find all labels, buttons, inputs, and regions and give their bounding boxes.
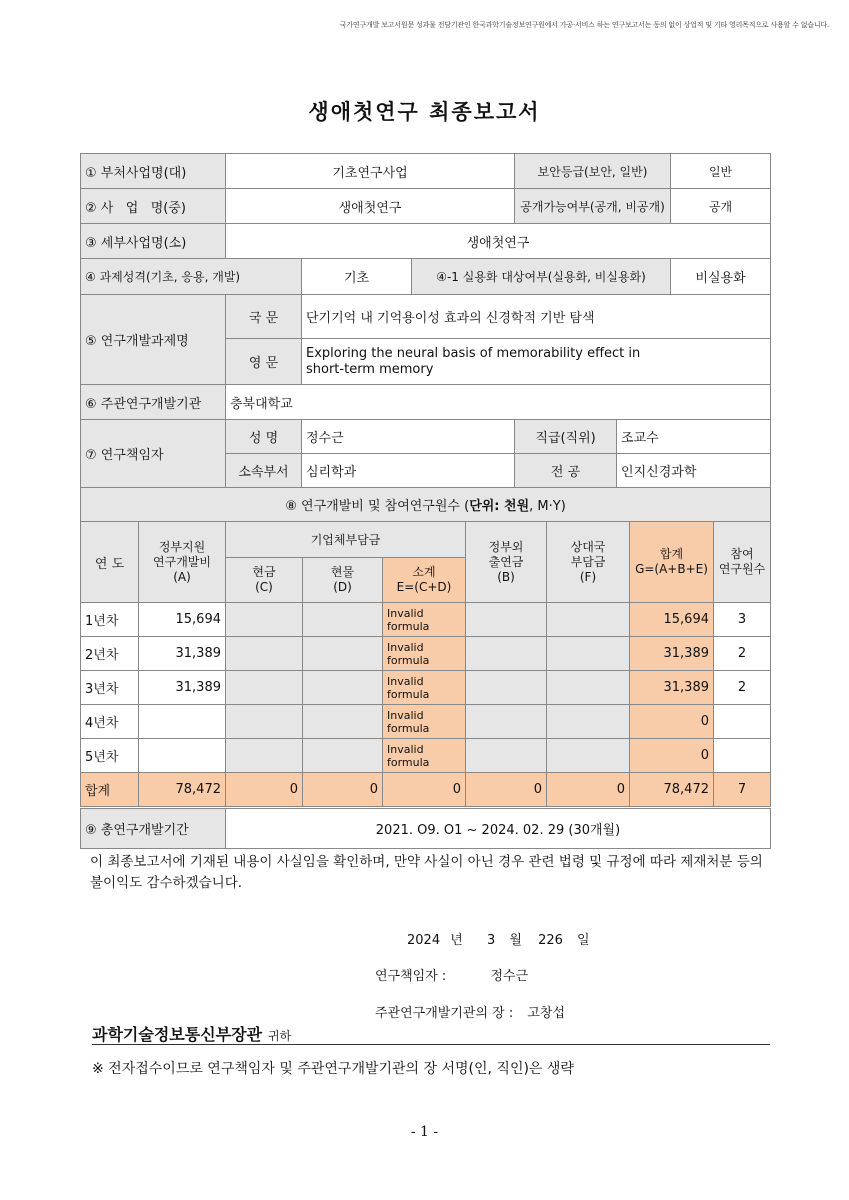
recipient-honorific: 귀하 [268, 1029, 292, 1043]
total-cell: 15,694 [630, 603, 714, 637]
institution-head-name: 고창섭 [527, 1006, 566, 1021]
document-title: 생애첫연구 최종보고서 [308, 100, 541, 124]
budget-section-heading [81, 488, 771, 522]
period-table [80, 808, 771, 849]
disclosure-value: 공개 [671, 189, 771, 224]
project-type-label: ④ 과제성격(기초, 응용, 개발) [81, 259, 302, 295]
korean-title-label: 국 문 [226, 295, 302, 339]
col-gov-funding: 정부지원 연구개발비 (A) [139, 522, 226, 603]
non-gov-cell [466, 705, 547, 739]
cash-cell [226, 671, 303, 705]
project-title-label: ⑤ 연구개발과제명 [81, 295, 226, 385]
sum-total-cell: 78,472 [630, 773, 714, 807]
ministry-program-label: ① 부처사업명(대) [81, 154, 226, 189]
total-cell: 0 [630, 739, 714, 773]
budget-row [81, 671, 771, 705]
pi-label: ⑦ 연구책임자 [81, 420, 226, 488]
researcher-signature [375, 965, 528, 984]
budget-row [81, 603, 771, 637]
in-kind-cell [303, 603, 383, 637]
year-cell: 3년차 [81, 671, 139, 705]
security-level-label: 보안등급(보안, 일반) [515, 154, 671, 189]
non-gov-cell [466, 637, 547, 671]
commercialization-label: ④-1 실용화 대상여부(실용화, 비실용화) [412, 259, 671, 295]
col-in-kind: 현물 (D) [303, 558, 383, 603]
date-month-unit: 월 [509, 933, 522, 948]
sum-year-cell: 합계 [81, 773, 139, 807]
recipient-name: 과학기술정보통신부장관 [92, 1025, 263, 1044]
sum-non-gov-cell: 0 [466, 773, 547, 807]
sum-researchers-cell: 7 [714, 773, 771, 807]
subtotal-cell: Invalid formula [383, 739, 466, 773]
foreign-cell [547, 637, 630, 671]
budget-heading-prefix: ⑧ 연구개발비 및 참여연구원수 ( [285, 499, 470, 514]
english-title-value: Exploring the neural basis of memorability effect in short-term memory [302, 339, 771, 385]
col-corporate-contribution: 기업체부담금 [226, 522, 466, 558]
security-level-value: 일반 [671, 154, 771, 189]
col-total: 합계 G=(A+B+E) [630, 522, 714, 603]
sum-gov-cell: 78,472 [139, 773, 226, 807]
korean-title-value: 단기기억 내 기억용이성 효과의 신경학적 기반 탐색 [302, 295, 771, 339]
year-cell: 4년차 [81, 705, 139, 739]
col-cash: 현금 (C) [226, 558, 303, 603]
pi-department-value: 심리학과 [302, 454, 515, 488]
cash-cell [226, 739, 303, 773]
program-name-label: ② 사 업 명(중) [81, 189, 226, 224]
researcher-name: 정수근 [490, 969, 529, 984]
pi-name-value: 정수근 [302, 420, 515, 454]
pi-department-label: 소속부서 [226, 454, 302, 488]
lead-institution-value: 충북대학교 [226, 385, 771, 420]
budget-unit: 단위: 천원 [469, 499, 530, 514]
non-gov-cell [466, 739, 547, 773]
period-value: 2021. O9. O1 ~ 2024. 02. 29 (30개월) [226, 809, 771, 849]
gov-cell: 31,389 [139, 671, 226, 705]
budget-row [81, 705, 771, 739]
col-foreign-contribution: 상대국 부담금 (F) [547, 522, 630, 603]
sum-foreign-cell: 0 [547, 773, 630, 807]
cash-cell [226, 705, 303, 739]
date-day: 226 [538, 933, 563, 948]
budget-sum-row [81, 773, 771, 807]
recipient-line [92, 1022, 770, 1045]
gov-cell [139, 705, 226, 739]
researchers-cell: 2 [714, 671, 771, 705]
program-name-value: 생애첫연구 [226, 189, 515, 224]
budget-row [81, 739, 771, 773]
signature-date [407, 929, 590, 948]
gov-cell: 15,694 [139, 603, 226, 637]
copyright-notice: 국가연구개발 보고서원문 성과물 전담기관인 한국과학기술정보연구원에서 가공·서비스 하는 연구보고서는 동의 없이 상업적 및 기타 영리목적으로 사용할 수 없습니다. [339, 21, 829, 29]
pi-major-value: 인지신경과학 [617, 454, 771, 488]
confirmation-statement: 이 최종보고서에 기재된 내용이 사실임을 확인하며, 만약 사실이 아닌 경우 관련 법령 및 규정에 따라 제재처분 등의 불이익도 감수하겠습니다. [90, 854, 763, 891]
sub-program-value: 생애첫연구 [226, 224, 771, 259]
date-month: 3 [486, 933, 496, 948]
budget-row [81, 637, 771, 671]
sum-cash-cell: 0 [226, 773, 303, 807]
year-cell: 5년차 [81, 739, 139, 773]
budget-heading-suffix: , M·Y) [529, 499, 566, 514]
researchers-cell [714, 739, 771, 773]
subtotal-cell: Invalid formula [383, 705, 466, 739]
foreign-cell [547, 705, 630, 739]
subtotal-cell: Invalid formula [383, 603, 466, 637]
researchers-cell: 2 [714, 637, 771, 671]
col-year: 연 도 [81, 522, 139, 603]
institution-label: 주관연구개발기관의 장 : [375, 1006, 514, 1021]
sum-subtotal-cell: 0 [383, 773, 466, 807]
date-year: 2024 [407, 933, 441, 948]
lead-institution-label: ⑥ 주관연구개발기관 [81, 385, 226, 420]
pi-position-value: 조교수 [617, 420, 771, 454]
year-cell: 2년차 [81, 637, 139, 671]
institution-signature [375, 1002, 565, 1021]
budget-table [80, 521, 771, 807]
cash-cell [226, 637, 303, 671]
subtotal-cell: Invalid formula [383, 637, 466, 671]
researcher-label: 연구책임자 : [375, 969, 447, 984]
date-year-unit: 년 [450, 933, 463, 948]
total-cell: 0 [630, 705, 714, 739]
date-day-unit: 일 [577, 933, 590, 948]
gov-cell: 31,389 [139, 637, 226, 671]
col-non-gov-funding: 정부외 출연금 (B) [466, 522, 547, 603]
year-cell: 1년차 [81, 603, 139, 637]
ministry-program-value: 기초연구사업 [226, 154, 515, 189]
foreign-cell [547, 671, 630, 705]
foreign-cell [547, 603, 630, 637]
gov-cell [139, 739, 226, 773]
project-type-value: 기초 [302, 259, 412, 295]
foreign-cell [547, 739, 630, 773]
non-gov-cell [466, 603, 547, 637]
col-researchers: 참여 연구원수 [714, 522, 771, 603]
signature-footnote: ※ 전자접수이므로 연구책임자 및 주관연구개발기관의 장 서명(인, 직인)은 생략 [92, 1061, 574, 1077]
total-cell: 31,389 [630, 671, 714, 705]
col-subtotal: 소계 E=(C+D) [383, 558, 466, 603]
in-kind-cell [303, 739, 383, 773]
subtotal-cell: Invalid formula [383, 671, 466, 705]
researchers-cell [714, 705, 771, 739]
project-info-table [80, 153, 771, 522]
researchers-cell: 3 [714, 603, 771, 637]
in-kind-cell [303, 705, 383, 739]
page-number: - 1 - [410, 1124, 439, 1140]
period-label: ⑨ 총연구개발기간 [81, 809, 226, 849]
in-kind-cell [303, 671, 383, 705]
disclosure-label: 공개가능여부(공개, 비공개) [515, 189, 671, 224]
non-gov-cell [466, 671, 547, 705]
sub-program-label: ③ 세부사업명(소) [81, 224, 226, 259]
pi-major-label: 전 공 [515, 454, 617, 488]
cash-cell [226, 603, 303, 637]
sum-in-kind-cell: 0 [303, 773, 383, 807]
english-title-label: 영 문 [226, 339, 302, 385]
commercialization-value: 비실용화 [671, 259, 771, 295]
total-cell: 31,389 [630, 637, 714, 671]
pi-position-label: 직급(직위) [515, 420, 617, 454]
pi-name-label: 성 명 [226, 420, 302, 454]
in-kind-cell [303, 637, 383, 671]
